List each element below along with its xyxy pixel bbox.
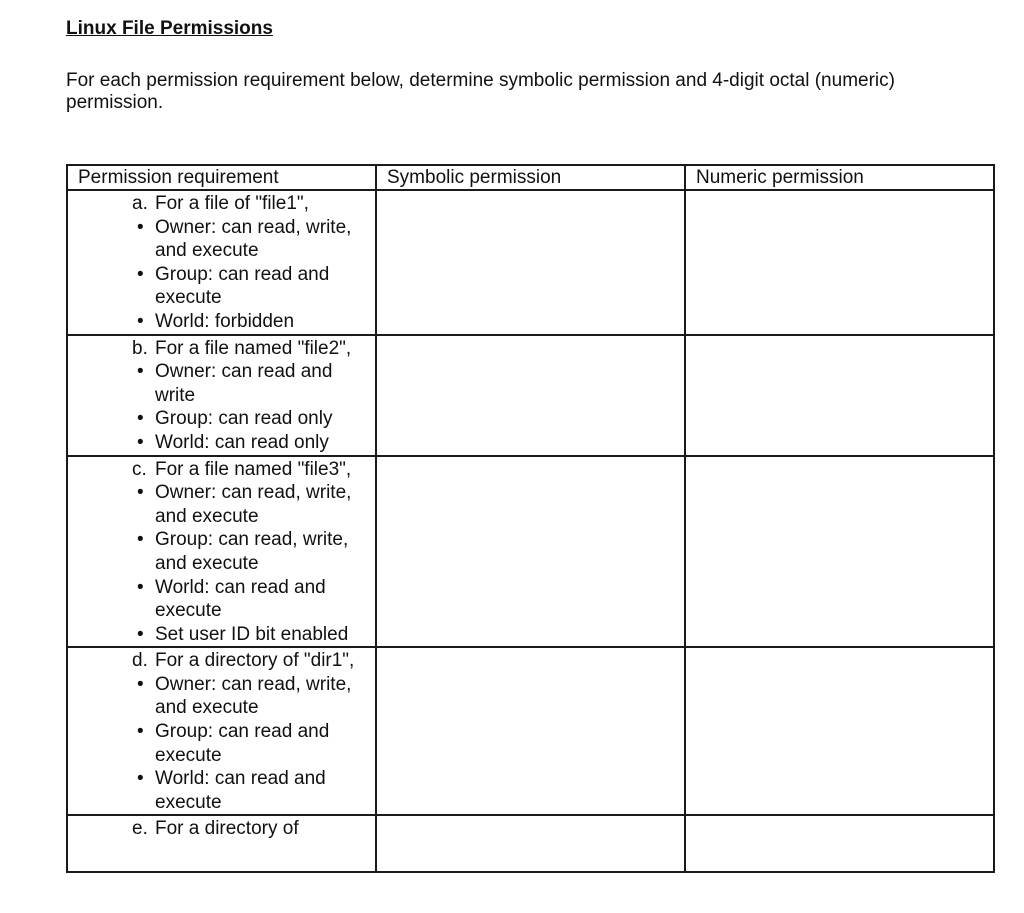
requirement-intro-text: For a directory of xyxy=(155,818,299,840)
requirement-letter: b. xyxy=(132,337,148,359)
table-row-e xyxy=(67,815,994,872)
bullet-icon: • xyxy=(137,673,144,695)
requirement-intro-text: For a file named "file3", xyxy=(155,458,352,480)
bullet-icon: • xyxy=(137,768,144,790)
requirement-bullet xyxy=(68,623,375,647)
requirement-bullets xyxy=(68,481,375,646)
numeric-answer-cell[interactable] xyxy=(685,456,994,648)
requirement-intro xyxy=(68,192,375,216)
requirement-bullet xyxy=(68,407,375,431)
bullet-icon: • xyxy=(137,408,144,430)
permissions-table xyxy=(66,164,995,873)
requirement-bullet xyxy=(68,431,375,455)
requirement-intro xyxy=(68,817,375,841)
bullet-text: Group: can read only xyxy=(155,408,333,430)
requirement-letter: c. xyxy=(132,458,147,480)
bullet-icon: • xyxy=(137,361,144,383)
requirement-bullet xyxy=(68,360,375,407)
requirement-bullets xyxy=(68,216,375,334)
numeric-answer-cell[interactable] xyxy=(685,647,994,815)
table-row-a xyxy=(67,190,994,335)
bullet-text: Owner: can read, write, and execute xyxy=(155,216,352,262)
requirement-bullet xyxy=(68,767,375,814)
bullet-text: World: can read only xyxy=(155,431,329,453)
table-header-row xyxy=(67,165,994,190)
bullet-icon: • xyxy=(137,721,144,743)
bullet-text: Set user ID bit enabled xyxy=(155,623,349,645)
requirement-cell xyxy=(67,456,376,648)
header-symbolic-permission: Symbolic permission xyxy=(376,165,685,190)
requirement-intro-text: For a directory of "dir1", xyxy=(155,650,355,672)
bullet-icon: • xyxy=(137,216,144,238)
table-row-b xyxy=(67,335,994,456)
instructions-paragraph: For each permission requirement below, determine symbolic permission and 4-digit octal (numeric) permission. xyxy=(66,70,895,113)
document-title: Linux File Permissions xyxy=(66,18,273,39)
bullet-icon: • xyxy=(137,310,144,332)
requirement-bullet xyxy=(68,310,375,334)
requirement-bullet xyxy=(68,481,375,528)
numeric-answer-cell[interactable] xyxy=(685,335,994,456)
symbolic-answer-cell[interactable] xyxy=(376,456,685,648)
requirement-intro xyxy=(68,337,375,361)
bullet-text: Group: can read, write, and execute xyxy=(155,529,349,574)
requirement-letter: a. xyxy=(132,193,148,214)
requirement-cell xyxy=(67,190,376,335)
cut-off-spacer xyxy=(68,841,375,871)
bullet-icon: • xyxy=(137,263,144,285)
bullet-text: Owner: can read, write, and execute xyxy=(155,673,352,719)
bullet-text: Owner: can read, write, and execute xyxy=(155,482,352,527)
bullet-icon: • xyxy=(137,529,144,551)
requirement-bullet xyxy=(68,263,375,310)
requirement-cell xyxy=(67,335,376,456)
requirement-intro-text: For a file named "file2", xyxy=(155,337,352,359)
requirement-bullet xyxy=(68,576,375,623)
requirement-intro-text: For a file of "file1", xyxy=(155,193,309,214)
table-row-c xyxy=(67,456,994,648)
requirement-intro xyxy=(68,649,375,673)
requirement-bullet xyxy=(68,216,375,263)
requirement-cell xyxy=(67,647,376,815)
bullet-text: World: can read and execute xyxy=(155,768,326,813)
requirement-cell xyxy=(67,815,376,872)
bullet-text: Group: can read and execute xyxy=(155,263,330,309)
bullet-icon: • xyxy=(137,623,144,645)
requirement-bullet xyxy=(68,528,375,575)
requirement-bullet xyxy=(68,673,375,720)
numeric-answer-cell[interactable] xyxy=(685,190,994,335)
requirement-bullets xyxy=(68,360,375,454)
requirement-bullets xyxy=(68,673,375,815)
bullet-icon: • xyxy=(137,576,144,598)
header-numeric-permission: Numeric permission xyxy=(685,165,994,190)
numeric-answer-cell[interactable] xyxy=(685,815,994,872)
table-row-d xyxy=(67,647,994,815)
bullet-text: Owner: can read and write xyxy=(155,361,333,406)
bullet-icon: • xyxy=(137,431,144,453)
symbolic-answer-cell[interactable] xyxy=(376,335,685,456)
symbolic-answer-cell[interactable] xyxy=(376,815,685,872)
requirement-bullet xyxy=(68,720,375,767)
symbolic-answer-cell[interactable] xyxy=(376,647,685,815)
bullet-text: World: forbidden xyxy=(155,310,295,332)
symbolic-answer-cell[interactable] xyxy=(376,190,685,335)
bullet-text: World: can read and execute xyxy=(155,576,326,622)
bullet-text: Group: can read and execute xyxy=(155,721,330,766)
bullet-icon: • xyxy=(137,482,144,504)
table-body xyxy=(67,190,994,872)
requirement-letter: d. xyxy=(132,650,148,672)
requirement-letter: e. xyxy=(132,818,148,840)
requirement-intro xyxy=(68,458,375,482)
header-permission-requirement: Permission requirement xyxy=(67,165,376,190)
